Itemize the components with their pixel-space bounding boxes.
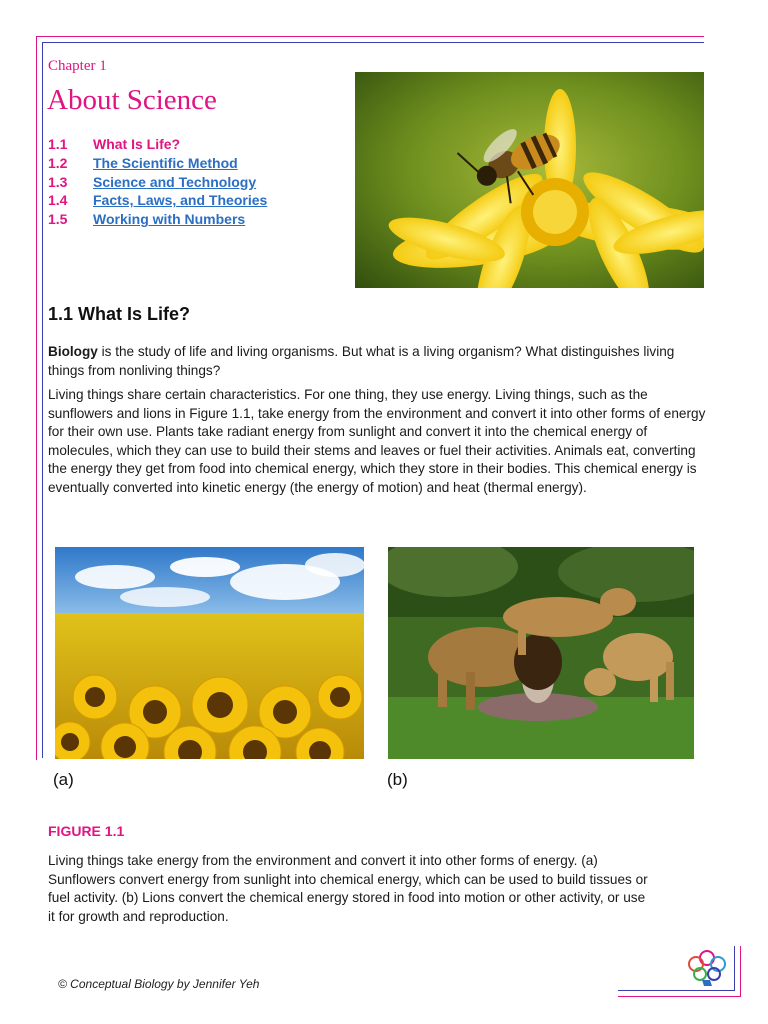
- toc-link-science-technology[interactable]: Science and Technology: [93, 173, 257, 190]
- toc-link-what-is-life[interactable]: What Is Life?: [93, 136, 181, 153]
- chapter-title: About Science: [47, 84, 217, 116]
- table-of-contents: [48, 135, 267, 228]
- frame-line-top-inner: [42, 42, 704, 43]
- sunflower-field-photo: [55, 547, 364, 759]
- toc-item-scientific-method: [48, 154, 267, 173]
- bee-flower-photo: [355, 72, 704, 288]
- toc-link-facts-laws-theories[interactable]: Facts, Laws, and Theories: [93, 192, 268, 209]
- frame-line-right-outer: [740, 946, 741, 996]
- toc-number: 1.5: [48, 211, 68, 228]
- copyright-notice: © Conceptual Biology by Jennifer Yeh: [58, 977, 260, 991]
- frame-line-bottom-inner: [618, 990, 735, 991]
- toc-item-facts-laws-theories: [48, 191, 267, 210]
- toc-link-scientific-method[interactable]: The Scientific Method: [93, 155, 238, 172]
- lions-photo: [388, 547, 694, 759]
- toc-item-science-technology: [48, 172, 267, 191]
- energy-paragraph: Living things share certain characteristics. For one thing, they use energy. Living things, such as the sunflowers and lions in Figure 1.1, take energy from the environment and convert it into other forms of energy for their own use. Plants take radiant energy from sunlight and convert it into the chemical energy of molecules, which they can use to build their stems and leaves or fuel their activities. Animals eat, converting the energy they get from food into chemical energy, which they store in their bodies. This chemical energy is eventually converted into kinetic energy (the energy of motion) and heat (thermal energy).: [48, 387, 706, 495]
- frame-line-left-inner: [42, 42, 43, 758]
- frame-line-top-outer: [36, 36, 704, 37]
- toc-number: 1.2: [48, 155, 68, 172]
- intro-paragraph-text: is the study of life and living organisms. But what is a living organism? What distinguishes living things from nonliving things?: [48, 344, 675, 378]
- publisher-logo-icon: [682, 944, 732, 988]
- figure-label-a: (a): [53, 770, 74, 789]
- figure-caption: Living things take energy from the environment and convert it into other forms of energy. (a) Sunflowers convert energy from sunlight into chemical energy, which can be used to build tissues or fuel activity. (b) Lions convert the chemical energy stored in food into motion or other activity, or use it for growth and reproduction.: [48, 853, 648, 924]
- toc-item-working-with-numbers: [48, 210, 267, 229]
- figure-title: FIGURE 1.1: [48, 823, 125, 839]
- toc-item-what-is-life: [48, 135, 267, 154]
- frame-line-right-inner: [734, 946, 735, 990]
- chapter-label: Chapter 1: [48, 58, 107, 74]
- figure-label-b: (b): [387, 770, 408, 789]
- toc-number: 1.1: [48, 136, 68, 153]
- term-biology: Biology: [48, 344, 98, 359]
- toc-link-working-with-numbers[interactable]: Working with Numbers: [93, 211, 246, 228]
- frame-line-left-outer: [36, 36, 37, 760]
- frame-line-bottom-outer: [618, 996, 741, 997]
- toc-number: 1.3: [48, 173, 68, 190]
- toc-number: 1.4: [48, 192, 68, 209]
- intro-paragraph: [48, 343, 708, 380]
- section-heading: 1.1 What Is Life?: [48, 304, 191, 324]
